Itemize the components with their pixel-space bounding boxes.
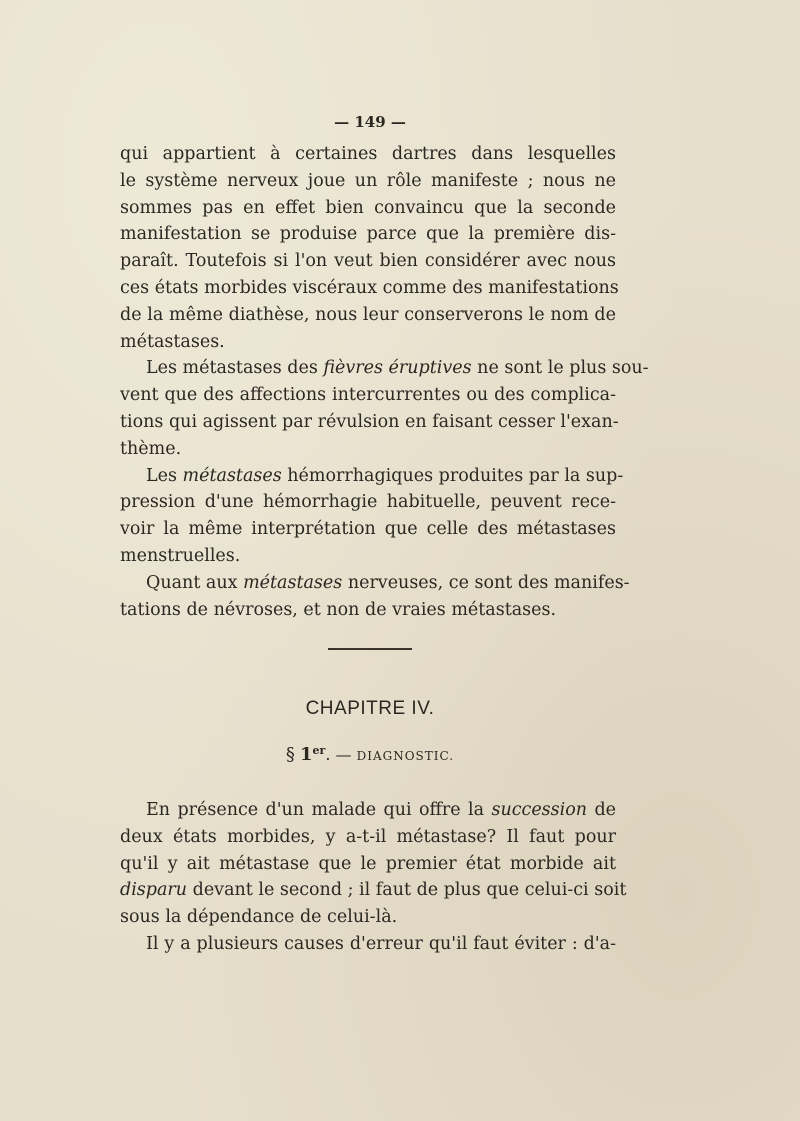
text-line: sommes pas en effet bien convaincu que la seconde (120, 197, 616, 218)
text-run: Quant aux (146, 572, 244, 593)
text-run: Les (146, 465, 183, 486)
section-dash: . — (325, 745, 352, 764)
body-text-lower (120, 797, 627, 958)
section-number-superscript: er (312, 744, 326, 757)
text-line: qui appartient à certaines dartres dans lesquelles (120, 144, 616, 164)
text-line: ces états morbides viscéraux comme des manifestations (120, 277, 619, 298)
text-line: qu'il y ait métastase que le premier état morbide ait (120, 853, 616, 874)
section-title: DIAGNOSTIC. (356, 749, 455, 763)
text-run: Les métastases des (146, 358, 324, 379)
text-line (120, 797, 616, 824)
text-line (120, 570, 630, 597)
section-symbol: § (285, 744, 295, 765)
chapter-heading: CHAPITRE IV. (305, 698, 435, 719)
section-heading (0, 744, 740, 765)
italic-term: succession (491, 800, 588, 820)
text-line (120, 463, 624, 490)
italic-term: métastases (243, 572, 343, 593)
text-line: de la même diathèse, nous leur conserverons le nom de (120, 304, 616, 325)
text-line (120, 355, 649, 382)
text-line: thème. (120, 438, 182, 459)
text-run: devant le second ; il faut de plus que celui-ci soit (187, 880, 627, 901)
paragraph-fievres-eruptives (120, 355, 649, 462)
italic-term: disparu (120, 880, 188, 901)
text-line: sous la dépendance de celui-là. (120, 907, 398, 928)
italic-term: fièvres éruptives (323, 358, 472, 379)
section-divider-rule (328, 648, 412, 650)
italic-term: métastases (182, 465, 282, 486)
paragraph-diagnostic (120, 797, 627, 931)
text-run: nerveuses, ce sont des manifes- (342, 572, 630, 593)
text-line: vent que des affections intercurrentes ou des complica- (120, 385, 616, 406)
text-line: Il y a plusieurs causes d'erreur qu'il faut éviter : d'a- (146, 933, 616, 954)
text-line: deux états morbides, y a-t-il métastase? Il faut pour (120, 826, 616, 847)
paragraph-metastases-hemorrhagiques (120, 463, 624, 570)
text-line: tations de névroses, et non de vraies métastases. (120, 599, 557, 620)
paragraph-causes-erreur (120, 931, 616, 958)
body-text-upper (120, 141, 649, 623)
text-line: le système nerveux joue un rôle manifeste ; nous ne (120, 170, 616, 191)
paragraph-metastases-nerveuses (120, 570, 630, 624)
text-run: hémorrhagiques produites par la sup- (281, 465, 624, 486)
section-number: 1 (300, 744, 313, 765)
text-line: paraît. Toutefois si l'on veut bien considérer avec nous (120, 251, 616, 272)
text-run: ne sont le plus sou- (471, 358, 649, 379)
page-number: — 149 — (334, 113, 406, 131)
text-line: métastases. (120, 331, 225, 352)
text-line: tions qui agissent par révulsion en faisant cesser l'exan- (120, 411, 619, 432)
text-line (120, 877, 627, 904)
text-run: En présence d'un malade qui offre la (146, 800, 492, 820)
text-run: de (587, 800, 617, 820)
text-line: pression d'une hémorrhagie habituelle, peuvent rece- (120, 492, 616, 513)
paragraph-dartres (120, 141, 619, 355)
text-line: manifestation se produise parce que la première dis- (120, 224, 616, 245)
text-line: voir la même interprétation que celle des métastases (120, 519, 616, 540)
text-line: menstruelles. (120, 545, 241, 566)
